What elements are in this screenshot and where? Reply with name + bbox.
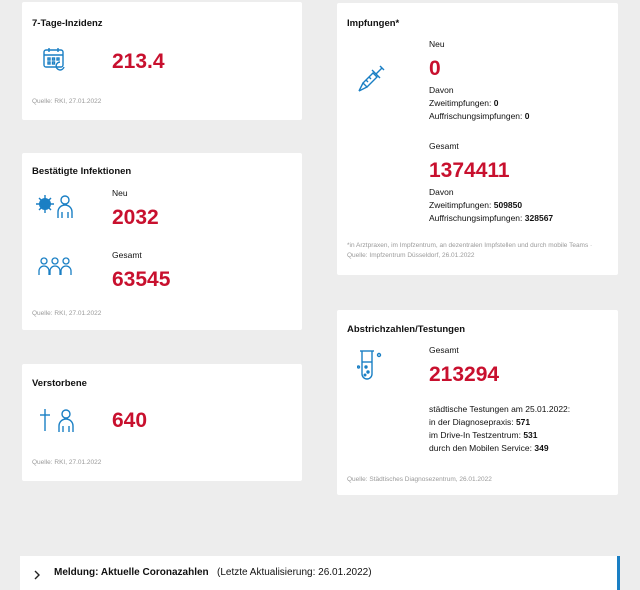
test-tube-icon: [357, 348, 383, 382]
infections-new-value: 2032: [112, 206, 159, 229]
syringe-icon: [357, 65, 385, 93]
vaccinations-total-booster-value: 328567: [524, 213, 554, 223]
incidence-title: 7-Tage-Inzidenz: [32, 18, 103, 29]
incidence-value: 213.4: [112, 50, 165, 73]
vaccinations-total-second-label: Zweitimpfungen:: [429, 200, 492, 210]
vaccinations-total-davon: Davon: [429, 187, 454, 197]
tests-line2: [429, 416, 570, 429]
infections-source: Quelle: RKI, 27.01.2022: [32, 310, 102, 317]
tests-line1: städtische Testungen am 25.01.2022:: [429, 404, 571, 414]
tests-title: Abstrichzahlen/Testungen: [347, 324, 466, 335]
vaccinations-total-details: [429, 186, 553, 225]
vaccinations-footnote: *in Arztpraxen, im Impfzentrum, an dezentralen Impfstellen und durch mobile Teams · Quelle: Impfzentrum Düsseldorf, 26.01.2022: [347, 242, 593, 259]
vaccinations-new-second-value: 0: [493, 98, 499, 108]
tests-line2-value: 571: [515, 417, 531, 427]
message-text: [54, 567, 372, 578]
tests-source: Quelle: Städtisches Diagnosezentrum, 26.01.2022: [347, 476, 492, 483]
vaccinations-new-details: [429, 84, 530, 123]
infections-total-value: 63545: [112, 268, 171, 291]
vaccinations-new-second-label: Zweitimpfungen:: [429, 98, 492, 108]
calendar-icon: [42, 46, 68, 72]
vaccinations-total-second-value: 509850: [493, 200, 523, 210]
deaths-source: Quelle: RKI, 27.01.2022: [32, 459, 102, 466]
tests-line3-value: 531: [523, 430, 538, 440]
infections-title: Bestätigte Infektionen: [32, 166, 132, 177]
incidence-card: [22, 2, 302, 120]
vaccinations-total-second: [429, 199, 553, 212]
people-group-icon: [38, 257, 72, 277]
vaccinations-new-booster: [429, 110, 530, 123]
cross-person-icon: [40, 407, 76, 433]
tests-total-value: 213294: [429, 363, 500, 386]
vaccinations-new-second: [429, 97, 530, 110]
tests-line2-label: in der Diagnosepraxis:: [429, 417, 514, 427]
infections-new-label: Neu: [112, 188, 128, 198]
tests-card: [337, 310, 618, 495]
infections-card: [22, 153, 302, 330]
deaths-title: Verstorbene: [32, 378, 87, 389]
message-title: Meldung: Aktuelle Coronazahlen: [54, 567, 209, 578]
infections-total-label: Gesamt: [112, 250, 142, 260]
deaths-value: 640: [112, 409, 148, 432]
virus-person-icon: [36, 193, 74, 219]
vaccinations-new-davon: Davon: [429, 85, 454, 95]
vaccinations-total-booster-label: Auffrischungsimpfungen:: [429, 213, 523, 223]
vaccinations-total-booster: [429, 212, 553, 225]
vaccinations-title: Impfungen*: [347, 18, 400, 29]
chevron-right-icon: [32, 567, 42, 577]
tests-line3: [429, 429, 570, 442]
vaccinations-total-label: Gesamt: [429, 141, 459, 151]
message-updated: (Letzte Aktualisierung: 26.01.2022): [216, 567, 372, 578]
incidence-source: Quelle: RKI, 27.01.2022: [32, 98, 102, 105]
message-accordion[interactable]: [20, 556, 620, 590]
tests-line4-value: 349: [534, 443, 549, 453]
tests-line4-label: durch den Mobilen Service:: [429, 443, 533, 453]
tests-details: [429, 403, 570, 455]
vaccinations-total-value: 1374411: [429, 159, 510, 182]
vaccinations-new-booster-label: Auffrischungsimpfungen:: [429, 111, 523, 121]
tests-line3-label: im Drive-In Testzentrum:: [429, 430, 521, 440]
vaccinations-card: [337, 3, 618, 275]
vaccinations-new-label: Neu: [429, 39, 445, 49]
vaccinations-new-value: 0: [429, 57, 441, 80]
tests-line4: [429, 442, 570, 455]
tests-total-label: Gesamt: [429, 345, 459, 355]
vaccinations-new-booster-value: 0: [524, 111, 530, 121]
deaths-card: [22, 364, 302, 481]
